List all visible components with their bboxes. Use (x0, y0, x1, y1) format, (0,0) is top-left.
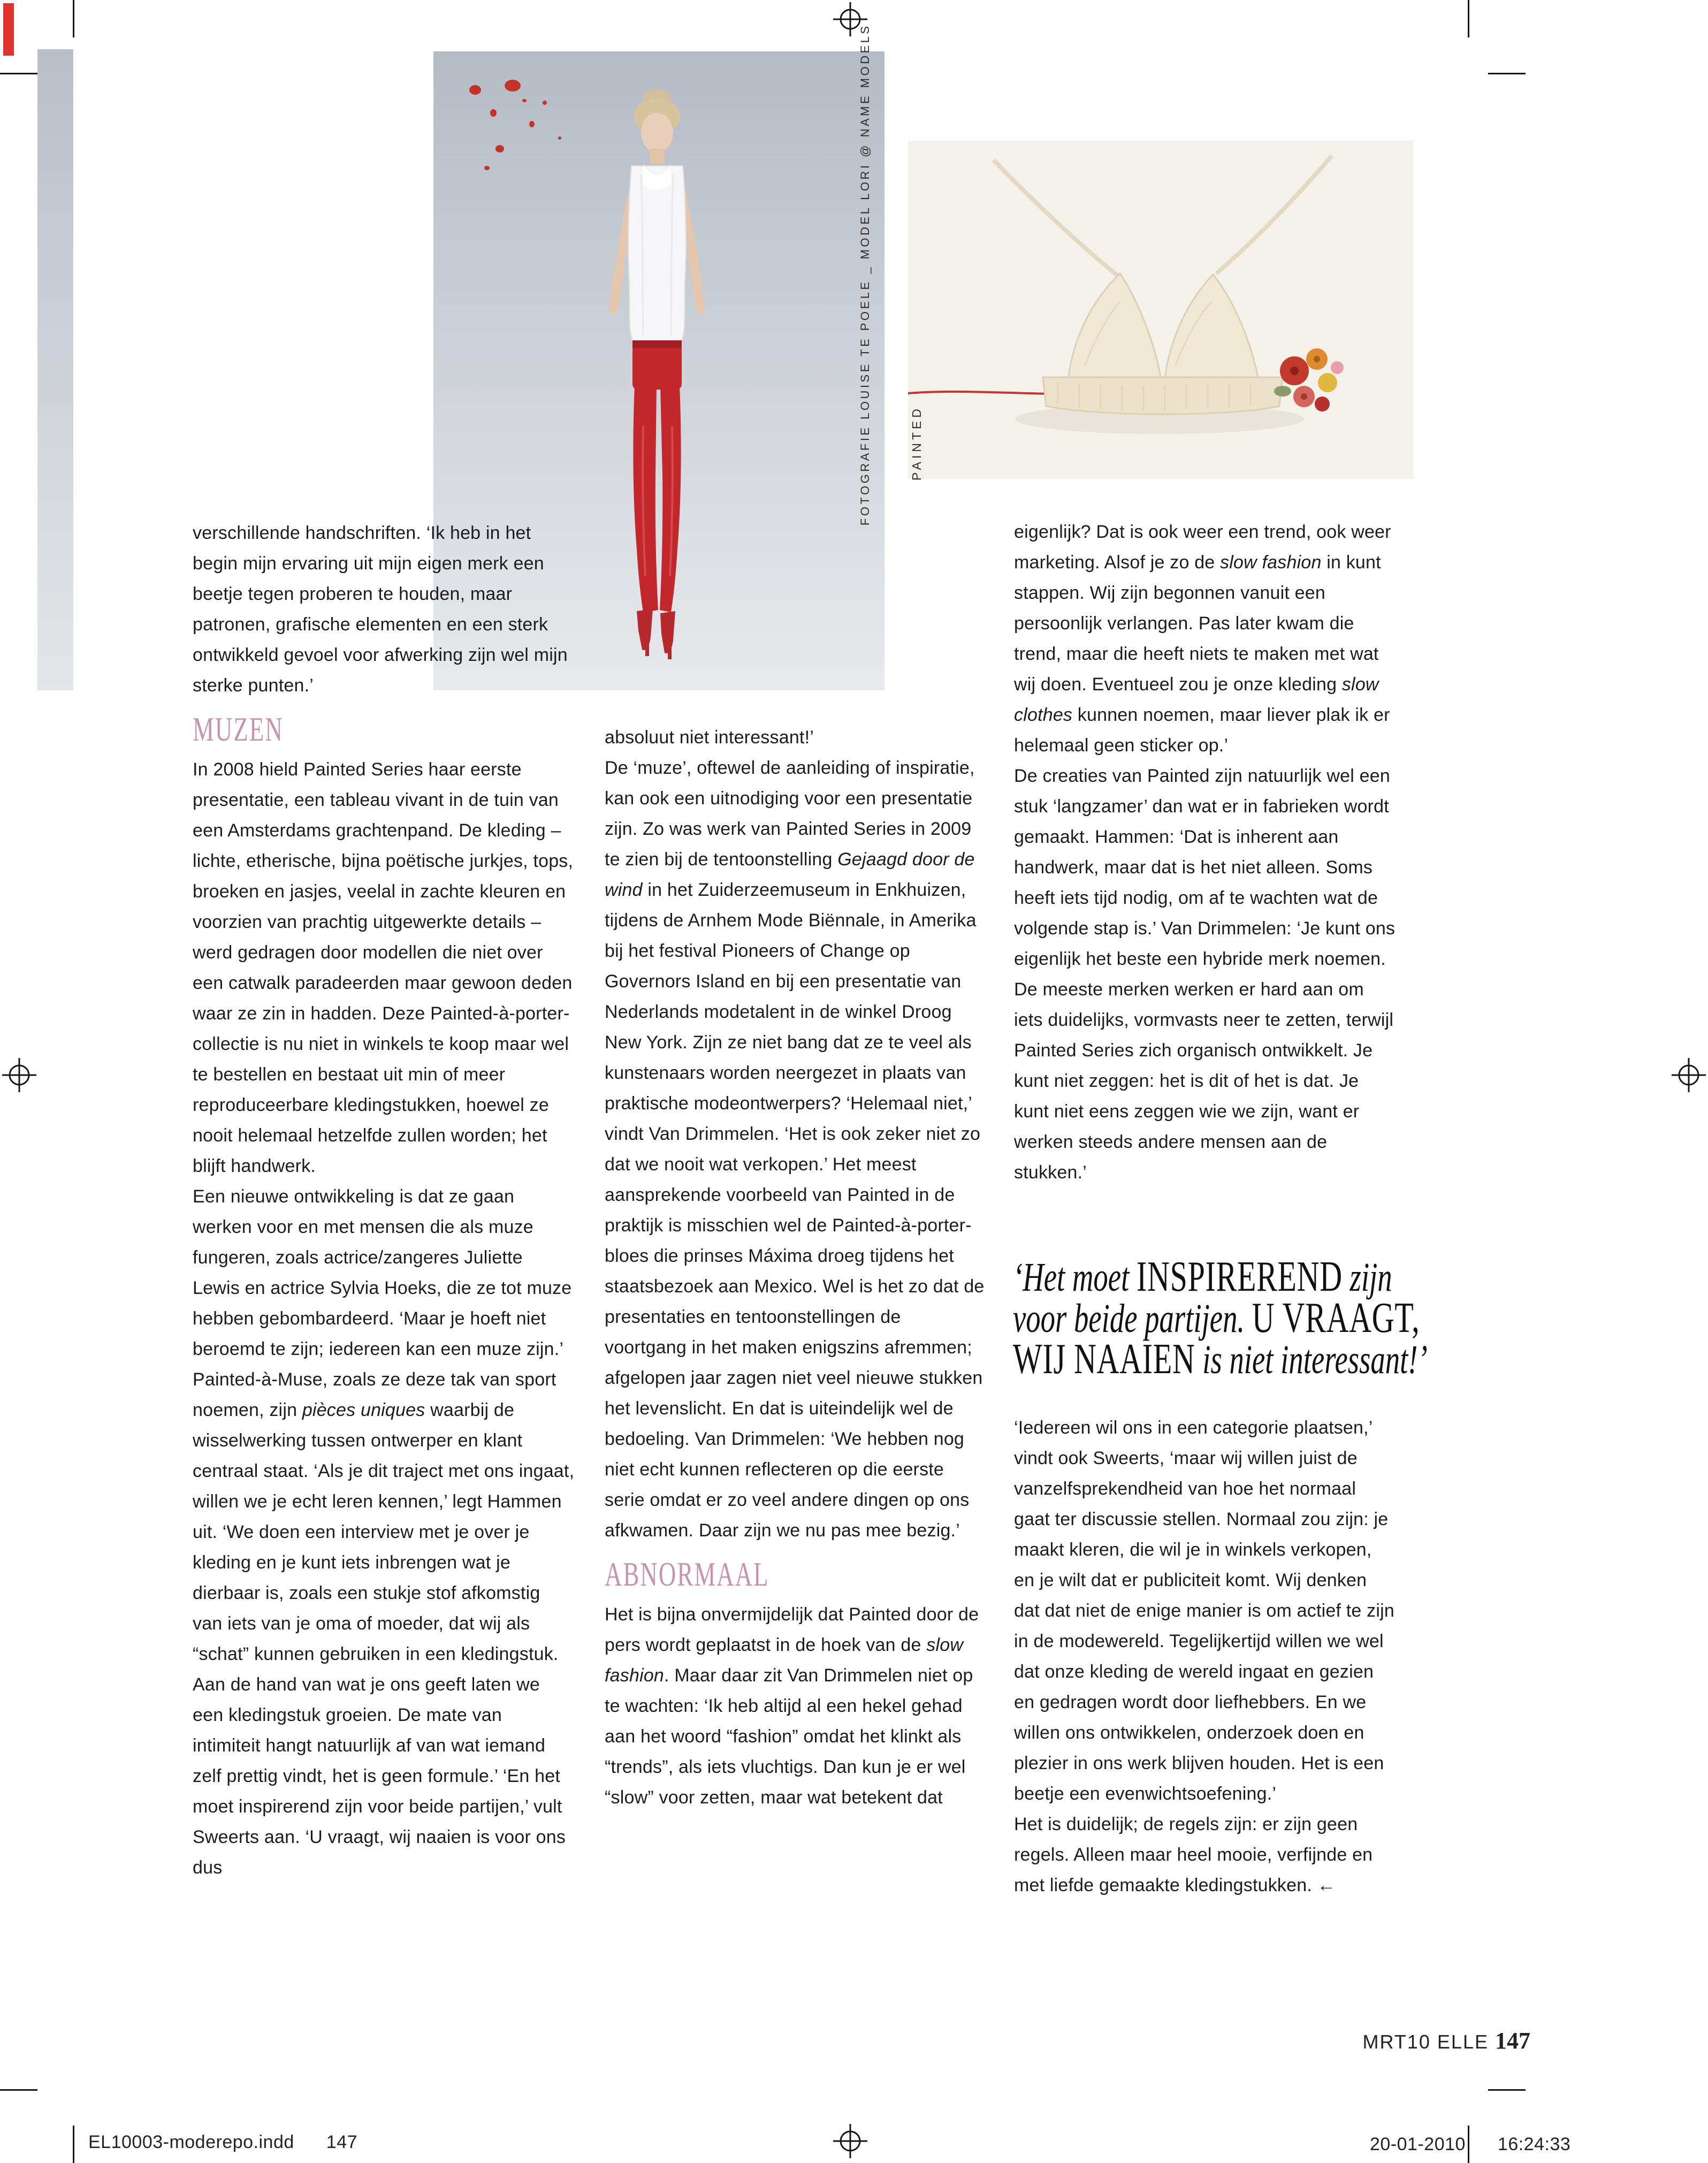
print-date: 20-01-2010 (1370, 2134, 1466, 2154)
ink-color-swatch (3, 3, 14, 56)
crop-mark (1468, 0, 1469, 37)
prepress-file-info (88, 2132, 357, 2153)
crop-mark (0, 2089, 37, 2091)
article-column-2 (605, 722, 987, 1813)
column1-intro-paragraphs: verschillende handschriften. ‘Ik heb in het begin mijn ervaring uit mijn eigen merk een beetje tegen proberen te houden, maar patronen, grafische elementen en een sterk ontwikkeld gevoel voor afwerking zijn wel mijn sterke punten.’ (193, 523, 568, 696)
file-page: 147 (326, 2132, 358, 2152)
print-time: 16:24:33 (1497, 2134, 1571, 2154)
section-heading-muzen: MUZEN (193, 710, 284, 748)
article-column-1 (193, 518, 575, 1883)
bra-photo (908, 141, 1414, 479)
registration-mark-icon (0, 1056, 39, 1094)
pull-quote (1013, 1253, 1589, 1383)
crop-mark (1488, 73, 1526, 74)
column1-paragraphs: In 2008 hield Painted Series haar eerste presentatie, een tableau vivant in de tuin van een Amsterdams grachtenpand. De kleding – lichte, etherische, bijna poëtische jurkjes, tops, broeken en jasjes, veelal in zachte kleuren en voorzien van prachtig uitgewerkte details – werd gedragen door modellen die niet over een catwalk paradeerden maar gewoon deden waar ze zin in hadden. Deze Painted-à-porter-collectie is nu niet in winkels te koop maar wel te bestellen en bestaat uit min of meer reproduceerbare kledingstukken, hoewel ze nooit helemaal hetzelfde zullen worden; het blijft handwerk. Een nieuwe ontwikkeling is dat ze gaan werken voor en met mensen die als muze fungeren, zoals actrice/zangeres Juliette Lewis en actrice Sylvia Hoeks, die ze tot muze hebben gebombardeerd. ‘Maar je hoeft niet beroemd te zijn; iedereen kan een muze zijn.’ Painted-à-Muse, zoals ze deze tak van sport noemen, zijn pièces uniques waarbij de wisselwerking tussen ontwerper en klant centraal staat. ‘Als je dit traject met ons ingaat, willen we je echt leren kennen,’ legt Hammen uit. ‘We doen een interview met je over je kleding en je kunt iets inbrengen wat je dierbaar is, zoals een stukje stof afkomstig van iets van je oma of moeder, dat wij als “schat” kunnen gebruiken in een kledingstuk. Aan de hand van wat je ons geeft laten we een kledingstuk groeien. De mate van intimiteit hangt natuurlijk af van wat iemand zelf prettig vindt, het is geen formule.’ ‘En het moet inspirerend zijn voor beide partijen,’ vult Sweerts aan. ‘U vraagt, wij naaien is voor ons dus (193, 759, 575, 1878)
crop-mark (73, 0, 74, 37)
page-folio (1359, 2027, 1530, 2054)
article-column-3-bottom (1014, 1413, 1396, 1901)
photo-credit-vertical: FOTOGRAFIE LOUISE TE POELE _ MODEL LORI @ NAME MODELS (858, 24, 872, 525)
column3-paragraphs-after: ‘Iedereen wil ons in een categorie plaatsen,’ vindt ook Sweerts, ‘maar wij willen juist de vanzelfsprekendheid van hoe het normaal gaat ter discussie stellen. Normaal zou zijn: je maakt kleren, die wil je in winkels verkopen, en je wilt dat er publiciteit komt. Wij denken dat dat niet de enige manier is om actief te zijn in de modewereld. Tegelijkertijd willen we wel dat onze kleding de wereld ingaat en gezien en gedragen wordt door liefhebbers. En we willen ons ontwikkelen, onderzoek doen en plezier in ons werk blijven houden. Het is een beetje een evenwichtsoefening.’ Het is duidelijk; de regels zijn: er zijn geen regels. Alleen maar heel mooie, verfijnde en met liefde gemaakte kledingstukken. ← (1014, 1418, 1394, 1895)
folio-page-number: 147 (1495, 2028, 1530, 2054)
crop-mark (73, 2126, 74, 2163)
column3-paragraphs: eigenlijk? Dat is ook weer een trend, ook weer marketing. Alsof je zo de slow fashion in kunt stappen. Wij zijn begonnen vanuit een persoonlijk verlangen. Pas later kwam die trend, maar die heeft niets te maken met wat wij doen. Eventueel zou je onze kleding slow clothes kunnen noemen, maar liever plak ik er helemaal geen sticker op.’ De creaties van Painted zijn natuurlijk wel een stuk ‘langzamer’ dan wat er in fabrieken wordt gemaakt. Hammen: ‘Dat is inherent aan handwerk, maar dat is het niet alleen. Soms heeft iets tijd nodig, om af te wachten wat de volgende stap is.’ Van Drimmelen: ‘Je kunt ons eigenlijk het beste een hybride merk noemen. De meeste merken werken er hard aan om iets duidelijks, vormvasts neer te zetten, terwijl Painted Series zich organisch ontwikkelt. Je kunt niet zeggen: het is dit of het is dat. Je kunt niet eens zeggen wie we zijn, want er werken steeds andere mensen aan de stukken.’ (1014, 522, 1396, 1183)
crop-mark (0, 73, 37, 74)
crop-mark (1488, 2089, 1526, 2091)
column2-paragraphs: absoluut niet interessant!’ De ‘muze’, oftewel de aanleiding of inspiratie, kan ook een uitnodiging voor een presentatie zijn. Zo was werk van Painted Series in 2009 te zien bij de tentoonstelling Gejaagd door de wind in het Zuiderzeemuseum in Enkhuizen, tijdens de Arnhem Mode Biënnale, in Amerika bij het festival Pioneers of Change op Governors Island en bij een presentatie van Nederlands modetalent in de winkel Droog New York. Zijn ze niet bang dat ze te veel als kunstenaars worden neergezet in plaats van praktische modeontwerpers? ‘Helemaal niet,’ vindt Van Drimmelen. ‘Het is ook zeker niet zo dat we nooit wat verkopen.’ Het meest aansprekende voorbeeld van Painted in de praktijk is misschien wel de Painted-à-porter-bloes die prinses Máxima droeg tijdens het staatsbezoek aan Mexico. Wel is het zo dat de presentaties en tentoonstellingen de voortgang in het maken enigszins afremmen; afgelopen jaar zagen niet veel nieuwe stukken het levenslicht. En dat is uiteindelijk wel de bedoeling. Van Drimmelen: ‘We hebben nog niet echt kunnen reflecteren op die eerste serie omdat er zo veel andere dingen op ons afkwamen. Daar zijn we nu pas mee bezig.’ (605, 727, 985, 1541)
registration-mark-icon (831, 2122, 870, 2160)
pull-quote-lines: ‘Het moet INSPIREREND zijn voor beide partijen. U VRAAGT, WIJ NAAIEN is niet interessant!’ (1013, 1253, 1428, 1383)
registration-mark-icon (1669, 1056, 1708, 1094)
bra-photo-illustration (908, 141, 1414, 479)
prepress-timestamp (1370, 2134, 1570, 2155)
article-column-3-top (1014, 517, 1396, 1188)
section-heading-abnormaal: ABNORMAAL (605, 1555, 769, 1593)
column2-paragraphs-after: Het is bijna onvermijdelijk dat Painted door de pers wordt geplaatst in de hoek van de slow fashion. Maar daar zit Van Drimmelen niet op te wachten: ‘Ik heb altijd al een hekel gehad aan het woord “fashion” omdat het klinkt als “trends”, als iets vluchtigs. Dan kun je er wel “slow” voor zetten, maar wat betekent dat (605, 1604, 979, 1808)
folio-issue: MRT10 ELLE (1362, 2031, 1489, 2053)
page-edge-gray-strip (37, 49, 73, 690)
bra-photo-label-vertical: PAINTED (910, 406, 924, 481)
file-name: EL10003-moderepo.indd (88, 2132, 294, 2152)
